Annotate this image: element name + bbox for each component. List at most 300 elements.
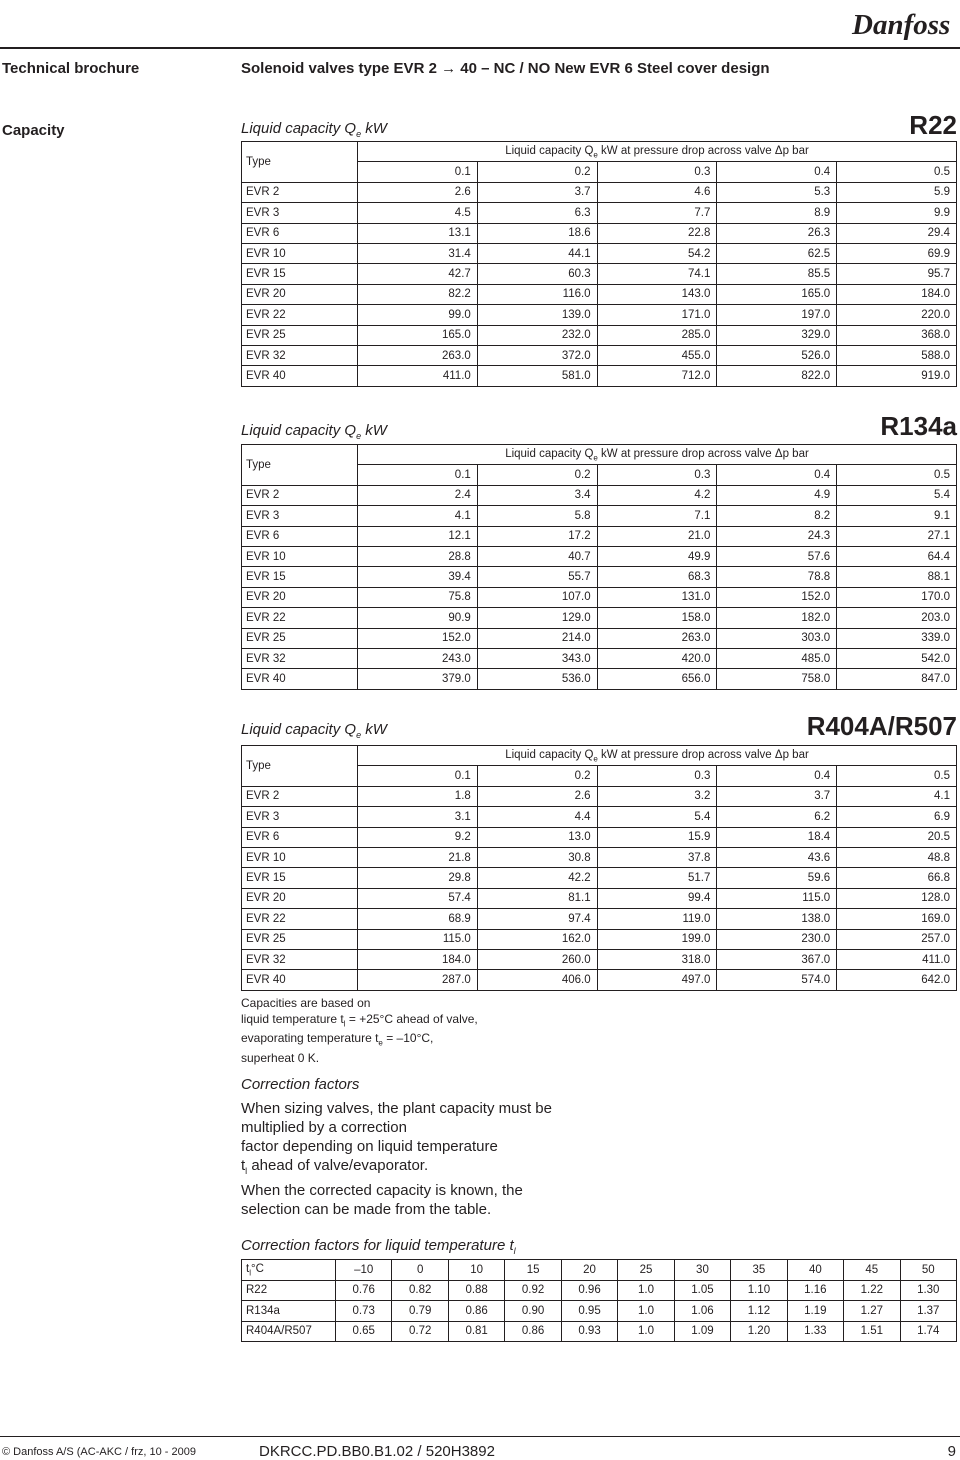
capacity-value-cell: 230.0 [717,929,837,949]
capacity-value-cell: 48.8 [837,847,957,867]
capacity-value-cell: 5.4 [837,485,957,505]
capacity-value-cell: 4.2 [597,485,717,505]
valve-type-cell: EVR 10 [242,847,358,867]
danfoss-logo [848,4,956,44]
capacity-value-cell: 169.0 [837,909,957,929]
capacity-value-cell: 6.3 [477,203,597,223]
capacity-value-cell: 55.7 [477,567,597,587]
capacity-value-cell: 42.7 [358,264,478,284]
capacity-value-cell: 420.0 [597,648,717,668]
capacity-value-cell: 95.7 [837,264,957,284]
refrigerant-label-r22: R22 [909,110,957,140]
capacity-value-cell: 82.2 [358,284,478,304]
table-row [242,203,957,223]
capacity-value-cell: 128.0 [837,888,957,908]
right-arrow-icon: → [441,60,457,77]
correction-factor-cell: 1.0 [618,1280,674,1301]
valve-type-cell: EVR 3 [242,807,358,827]
capacity-value-cell: 162.0 [477,929,597,949]
capacity-value-cell: 526.0 [717,345,837,365]
capacity-value-cell: 21.8 [358,847,478,867]
footer-document-code: DKRCC.PD.BB0.B1.02 / 520H3892 [259,1443,495,1460]
brochure-label: Technical brochure [2,60,140,77]
capacity-value-cell: 220.0 [837,305,957,325]
capacity-value-cell: 199.0 [597,929,717,949]
capacity-value-cell: 54.2 [597,243,717,263]
table-row [242,182,957,202]
capacity-value-cell: 656.0 [597,669,717,689]
valve-type-cell: EVR 22 [242,608,358,628]
valve-type-cell: EVR 2 [242,786,358,806]
valve-type-cell: EVR 32 [242,345,358,365]
capacity-value-cell: 4.4 [477,807,597,827]
correction-factor-cell: 1.20 [731,1321,787,1342]
correction-factor-cell: 1.30 [900,1280,956,1301]
capacity-value-cell: 3.7 [717,786,837,806]
table-row [242,223,957,243]
capacity-value-cell: 497.0 [597,970,717,990]
correction-factor-cell: 1.05 [674,1280,730,1301]
correction-factor-cell: 1.51 [844,1321,900,1342]
capacity-value-cell: 51.7 [597,868,717,888]
table-row [242,909,957,929]
capacity-value-cell: 43.6 [717,847,837,867]
table-header-row [242,445,957,465]
capacity-value-cell: 75.8 [358,587,478,607]
capacity-value-cell: 21.0 [597,526,717,546]
capacity-value-cell: 919.0 [837,366,957,386]
refrigerant-label-r404a: R404A/R507 [806,711,957,741]
correction-factor-cell: 0.95 [561,1301,617,1322]
header-rule [0,47,960,49]
temperature-cell: 10 [448,1260,504,1281]
capacity-value-cell: 184.0 [837,284,957,304]
capacity-value-cell: 343.0 [477,648,597,668]
capacity-value-cell: 4.9 [717,485,837,505]
correction-factor-cell: 1.0 [618,1301,674,1322]
pressure-drop-header: Liquid capacity $Q_e$ kW at pressure drop across valve Δp bar [358,142,957,162]
pressure-cell: 0.3 [597,465,717,485]
capacity-value-cell: 303.0 [717,628,837,648]
capacity-value-cell: 182.0 [717,608,837,628]
table-row [242,807,957,827]
capacity-note: Capacities are based on liquid temperature $t_l = +25^\circ C$ ahead of valve, evaporating temperature $t_e = -10^\circ C$, superheat 0 K. [241,996,478,1066]
correction-title: Correction factors [241,1076,360,1093]
capacity-value-cell: 81.1 [477,888,597,908]
correction-factors-table [241,1259,957,1342]
table-row [242,567,957,587]
correction-factor-cell: 0.65 [336,1321,392,1342]
table-row [242,264,957,284]
table-row [242,648,957,668]
capacity-value-cell: 2.4 [358,485,478,505]
capacity-value-cell: 588.0 [837,345,957,365]
capacity-value-cell: 170.0 [837,587,957,607]
refrigerant-label-r134a: R134a [880,411,957,441]
correction-row [242,1280,957,1301]
capacity-value-cell: 68.9 [358,909,478,929]
pressure-cell: 0.5 [837,465,957,485]
correction-factor-cell: 1.10 [731,1280,787,1301]
capacity-value-cell: 5.8 [477,506,597,526]
capacity-value-cell: 59.6 [717,868,837,888]
table-row [242,305,957,325]
capacity-value-cell: 455.0 [597,345,717,365]
table-row [242,786,957,806]
capacity-value-cell: 29.4 [837,223,957,243]
pressure-cell: 0.2 [477,766,597,786]
valve-type-cell: EVR 6 [242,223,358,243]
table-row [242,284,957,304]
capacity-value-cell: 139.0 [477,305,597,325]
capacity-value-cell: 129.0 [477,608,597,628]
valve-type-cell: EVR 32 [242,648,358,668]
capacity-value-cell: 24.3 [717,526,837,546]
capacity-value-cell: 339.0 [837,628,957,648]
pressure-drop-header: Liquid capacity $Q_e$ kW at pressure drop across valve Δp bar [358,445,957,465]
capacity-value-cell: 257.0 [837,929,957,949]
capacity-value-cell: 57.4 [358,888,478,908]
table-row [242,345,957,365]
pressure-drop-header: Liquid capacity $Q_e$ kW at pressure drop across valve Δp bar [358,746,957,766]
capacity-value-cell: 49.9 [597,546,717,566]
capacity-value-cell: 8.9 [717,203,837,223]
correction-factor-cell: 0.73 [336,1301,392,1322]
valve-type-cell: EVR 6 [242,526,358,546]
pressure-cell: 0.4 [717,465,837,485]
capacity-value-cell: 822.0 [717,366,837,386]
correction-factor-cell: 1.06 [674,1301,730,1322]
correction-factor-cell: 1.19 [787,1301,843,1322]
capacity-value-cell: 85.5 [717,264,837,284]
document-title-part2: 40 – NC / NO New EVR 6 Steel cover design [456,60,770,77]
valve-type-cell: EVR 40 [242,366,358,386]
valve-type-cell: EVR 40 [242,970,358,990]
capacity-value-cell: 107.0 [477,587,597,607]
capacity-value-cell: 13.0 [477,827,597,847]
capacity-value-cell: 138.0 [717,909,837,929]
table-row [242,608,957,628]
valve-type-cell: EVR 3 [242,506,358,526]
capacity-value-cell: 574.0 [717,970,837,990]
capacity-value-cell: 165.0 [717,284,837,304]
capacity-value-cell: 69.9 [837,243,957,263]
capacity-value-cell: 22.8 [597,223,717,243]
capacity-value-cell: 372.0 [477,345,597,365]
capacity-value-cell: 758.0 [717,669,837,689]
capacity-value-cell: 7.7 [597,203,717,223]
correction-factor-cell: 1.09 [674,1321,730,1342]
capacity-value-cell: 263.0 [597,628,717,648]
capacity-value-cell: 411.0 [837,949,957,969]
capacity-value-cell: 165.0 [358,325,478,345]
capacity-value-cell: 6.2 [717,807,837,827]
capacity-value-cell: 243.0 [358,648,478,668]
valve-type-cell: EVR 15 [242,567,358,587]
capacity-value-cell: 368.0 [837,325,957,345]
valve-type-cell: EVR 10 [242,243,358,263]
capacity-value-cell: 406.0 [477,970,597,990]
table-title-r134a: Liquid capacity $Q_e$ kW [241,422,387,441]
capacity-value-cell: 4.1 [837,786,957,806]
correction-factor-cell: 0.79 [392,1301,448,1322]
temperature-cell: 20 [561,1260,617,1281]
capacity-value-cell: 3.1 [358,807,478,827]
correction-factor-cell: 0.92 [505,1280,561,1301]
correction-factor-cell: 0.96 [561,1280,617,1301]
pressure-cell: 0.2 [477,162,597,182]
capacity-value-cell: 4.6 [597,182,717,202]
capacity-value-cell: 712.0 [597,366,717,386]
correction-factor-cell: 0.88 [448,1280,504,1301]
valve-type-cell: EVR 3 [242,203,358,223]
correction-factor-cell: 1.16 [787,1280,843,1301]
capacity-value-cell: 115.0 [717,888,837,908]
correction-paragraph: When sizing valves, the plant capacity must be multiplied by a correction factor depending on liquid temperature $t_l$ ahead of valve/evaporator. When the corrected capacity is known, the selection can be made from the table. [241,1100,552,1218]
correction-header-row [242,1260,957,1281]
capacity-value-cell: 64.4 [837,546,957,566]
capacity-value-cell: 536.0 [477,669,597,689]
capacity-value-cell: 197.0 [717,305,837,325]
pressure-cell: 0.2 [477,465,597,485]
temperature-cell: 50 [900,1260,956,1281]
capacity-value-cell: 78.8 [717,567,837,587]
valve-type-cell: EVR 25 [242,325,358,345]
capacity-value-cell: 184.0 [358,949,478,969]
capacity-value-cell: 3.4 [477,485,597,505]
capacity-value-cell: 143.0 [597,284,717,304]
table-row [242,970,957,990]
capacity-value-cell: 542.0 [837,648,957,668]
capacity-value-cell: 5.3 [717,182,837,202]
capacity-value-cell: 99.4 [597,888,717,908]
table-row [242,526,957,546]
capacity-value-cell: 27.1 [837,526,957,546]
valve-type-cell: EVR 10 [242,546,358,566]
capacity-value-cell: 263.0 [358,345,478,365]
pressure-cell: 0.3 [597,162,717,182]
table-row [242,243,957,263]
pressure-cell: 0.5 [837,766,957,786]
footer-copyright: © Danfoss A/S (AC-AKC / frz, 10 - 2009 [2,1446,196,1458]
capacity-value-cell: 131.0 [597,587,717,607]
capacity-table-r134a [241,444,957,690]
table-row [242,366,957,386]
valve-type-cell: EVR 2 [242,182,358,202]
table-row [242,628,957,648]
valve-type-cell: EVR 25 [242,628,358,648]
temperature-cell: 30 [674,1260,730,1281]
correction-factor-cell: 0.86 [448,1301,504,1322]
pressure-cell: 0.1 [358,465,478,485]
temperature-cell: 45 [844,1260,900,1281]
table-row [242,506,957,526]
capacity-value-cell: 97.4 [477,909,597,929]
pressure-cell: 0.4 [717,162,837,182]
refrigerant-cell: R134a [242,1301,336,1322]
capacity-value-cell: 642.0 [837,970,957,990]
correction-factor-cell: 0.81 [448,1321,504,1342]
table-row [242,669,957,689]
capacity-value-cell: 17.2 [477,526,597,546]
valve-type-cell: EVR 25 [242,929,358,949]
danfoss-logo-text: Danfoss [852,9,951,41]
capacity-value-cell: 99.0 [358,305,478,325]
capacity-value-cell: 28.8 [358,546,478,566]
valve-type-cell: EVR 40 [242,669,358,689]
valve-type-cell: EVR 22 [242,909,358,929]
table-row [242,485,957,505]
capacity-value-cell: 7.1 [597,506,717,526]
capacity-value-cell: 90.9 [358,608,478,628]
capacity-value-cell: 203.0 [837,608,957,628]
correction-factor-cell: 1.74 [900,1321,956,1342]
capacity-value-cell: 5.9 [837,182,957,202]
capacity-value-cell: 581.0 [477,366,597,386]
document-title [241,60,770,77]
capacity-value-cell: 287.0 [358,970,478,990]
page-number: 9 [947,1443,956,1460]
valve-type-cell: EVR 20 [242,284,358,304]
capacity-value-cell: 115.0 [358,929,478,949]
correction-factor-cell: 0.76 [336,1280,392,1301]
correction-factor-cell: 1.12 [731,1301,787,1322]
capacity-value-cell: 40.7 [477,546,597,566]
capacity-value-cell: 158.0 [597,608,717,628]
capacity-value-cell: 42.2 [477,868,597,888]
table-row [242,546,957,566]
correction-factor-cell: 1.33 [787,1321,843,1342]
capacity-value-cell: 2.6 [477,786,597,806]
correction-factor-cell: 0.86 [505,1321,561,1342]
correction-factor-cell: 1.37 [900,1301,956,1322]
capacity-value-cell: 9.2 [358,827,478,847]
capacity-value-cell: 12.1 [358,526,478,546]
capacity-value-cell: 18.4 [717,827,837,847]
footer-rule [0,1436,960,1437]
table-title-r404a: Liquid capacity $Q_e$ kW [241,721,387,740]
capacity-value-cell: 66.8 [837,868,957,888]
table-header-row [242,746,957,766]
capacity-value-cell: 9.9 [837,203,957,223]
capacity-value-cell: 37.8 [597,847,717,867]
pressure-cell: 0.3 [597,766,717,786]
capacity-value-cell: 367.0 [717,949,837,969]
capacity-value-cell: 26.3 [717,223,837,243]
capacity-value-cell: 6.9 [837,807,957,827]
correction-factor-cell: 0.82 [392,1280,448,1301]
table-row [242,929,957,949]
temperature-label-cell: $t_l^\circ C$ [242,1260,336,1281]
capacity-value-cell: 15.9 [597,827,717,847]
valve-type-cell: EVR 6 [242,827,358,847]
capacity-table-r404a [241,745,957,991]
capacity-value-cell: 329.0 [717,325,837,345]
capacity-value-cell: 4.5 [358,203,478,223]
capacity-value-cell: 3.7 [477,182,597,202]
capacity-value-cell: 232.0 [477,325,597,345]
temperature-cell: 15 [505,1260,561,1281]
table-row [242,949,957,969]
table-title-r22: Liquid capacity $Q_e$ kW [241,120,387,139]
capacity-value-cell: 88.1 [837,567,957,587]
capacity-value-cell: 9.1 [837,506,957,526]
valve-type-cell: EVR 20 [242,587,358,607]
temperature-cell: 40 [787,1260,843,1281]
document-title-part1: Solenoid valves type EVR 2 [241,60,442,77]
section-label-capacity: Capacity [2,122,65,139]
pressure-cell: 0.1 [358,162,478,182]
refrigerant-cell: R404A/R507 [242,1321,336,1342]
table-header-row [242,142,957,162]
table-row [242,827,957,847]
valve-type-cell: EVR 32 [242,949,358,969]
correction-row [242,1301,957,1322]
type-header: Type [242,746,358,787]
danfoss-logo-mark [848,4,956,44]
capacity-value-cell: 13.1 [358,223,478,243]
capacity-value-cell: 57.6 [717,546,837,566]
capacity-value-cell: 152.0 [717,587,837,607]
capacity-value-cell: 171.0 [597,305,717,325]
capacity-value-cell: 285.0 [597,325,717,345]
capacity-value-cell: 74.1 [597,264,717,284]
pressure-cell: 0.4 [717,766,837,786]
correction-factor-cell: 1.27 [844,1301,900,1322]
type-header: Type [242,142,358,183]
pressure-cell: 0.5 [837,162,957,182]
capacity-value-cell: 4.1 [358,506,478,526]
valve-type-cell: EVR 20 [242,888,358,908]
table-row [242,847,957,867]
correction-factor-cell: 0.90 [505,1301,561,1322]
capacity-value-cell: 116.0 [477,284,597,304]
temperature-cell: 25 [618,1260,674,1281]
capacity-value-cell: 18.6 [477,223,597,243]
correction-factor-cell: 0.93 [561,1321,617,1342]
capacity-value-cell: 8.2 [717,506,837,526]
capacity-value-cell: 68.3 [597,567,717,587]
valve-type-cell: EVR 22 [242,305,358,325]
capacity-value-cell: 152.0 [358,628,478,648]
capacity-value-cell: 60.3 [477,264,597,284]
capacity-value-cell: 3.2 [597,786,717,806]
type-header: Type [242,445,358,486]
valve-type-cell: EVR 15 [242,264,358,284]
table-row [242,325,957,345]
temperature-cell: –10 [336,1260,392,1281]
pressure-cell: 0.1 [358,766,478,786]
capacity-value-cell: 62.5 [717,243,837,263]
capacity-value-cell: 29.8 [358,868,478,888]
capacity-value-cell: 44.1 [477,243,597,263]
capacity-value-cell: 5.4 [597,807,717,827]
correction-factor-cell: 0.72 [392,1321,448,1342]
temperature-cell: 0 [392,1260,448,1281]
correction-factor-cell: 1.0 [618,1321,674,1342]
capacity-value-cell: 260.0 [477,949,597,969]
capacity-value-cell: 1.8 [358,786,478,806]
capacity-value-cell: 30.8 [477,847,597,867]
capacity-value-cell: 379.0 [358,669,478,689]
table-row [242,868,957,888]
correction-table-title: Correction factors for liquid temperature $t_l$ [241,1237,516,1256]
correction-row [242,1321,957,1342]
capacity-value-cell: 847.0 [837,669,957,689]
correction-factor-cell: 1.22 [844,1280,900,1301]
capacity-value-cell: 119.0 [597,909,717,929]
capacity-table-r22 [241,141,957,387]
